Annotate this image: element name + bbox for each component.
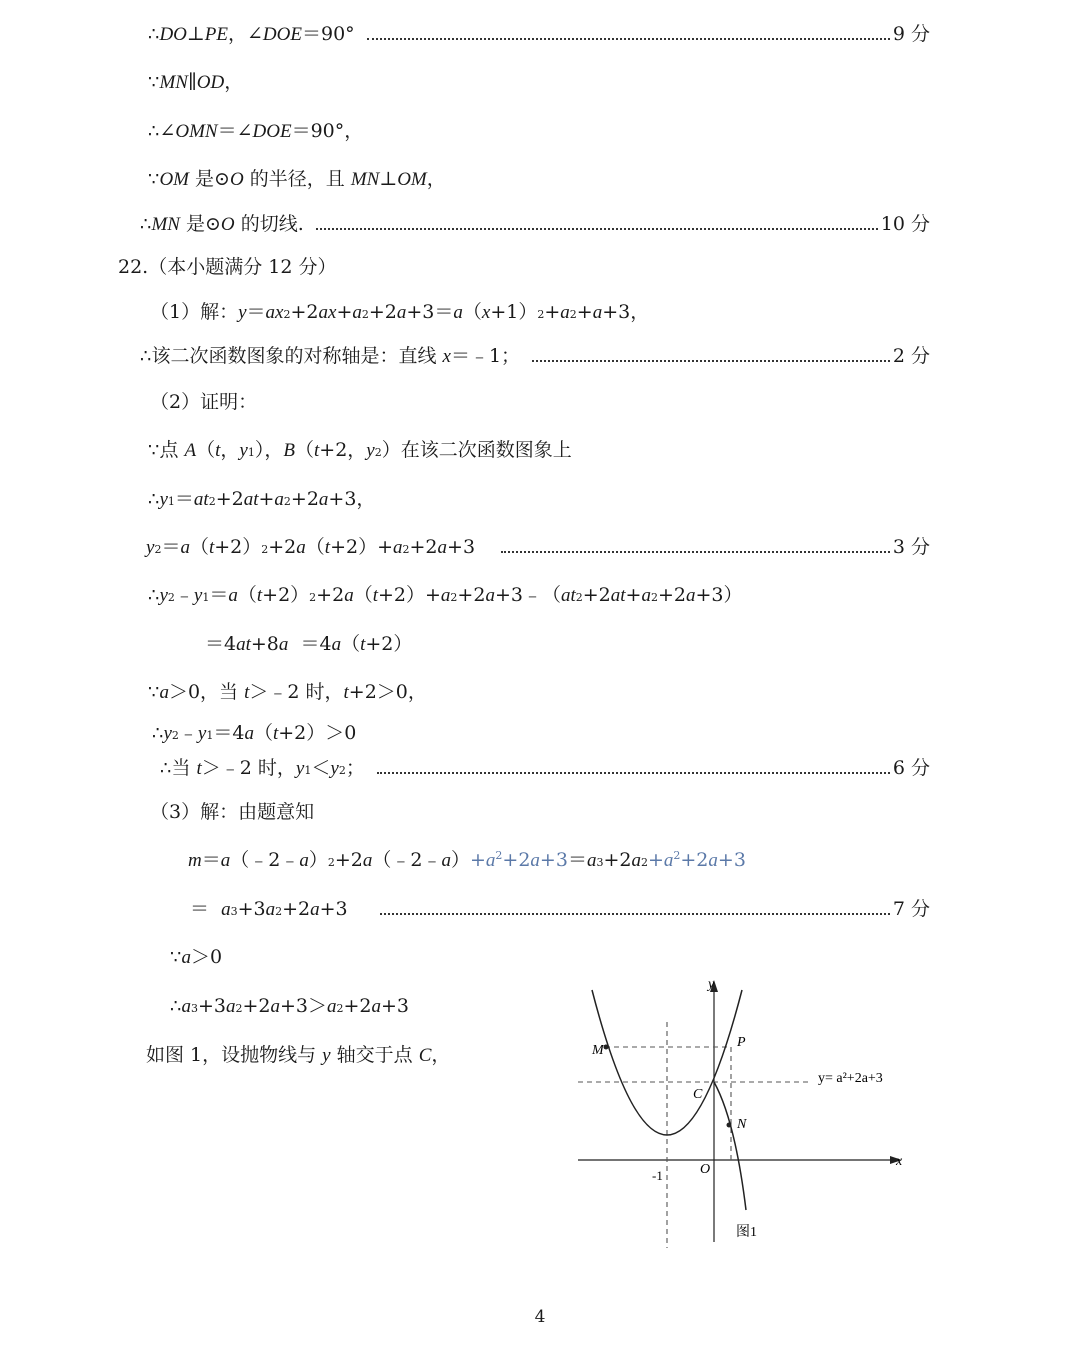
dot-leader [316, 228, 878, 230]
line-2: ∵ MN ∥ OD ， [148, 71, 244, 93]
line-19: m ＝ a （﹣2﹣ a ） 2 +2 a （﹣2﹣ a ） $+a^2+2a+3$ ＝ a 3 +2 a 2 $+a^2+2a+3$ [188, 849, 746, 871]
question-heading: 22.（本小题满分 12 分） [118, 256, 337, 278]
line-equation-label: y= a²+2a+3 [818, 1071, 883, 1086]
score: 10 分 [880, 213, 930, 235]
line-21: ∵ a ＞0 [170, 946, 223, 968]
line-11: ∴ y 1 ＝ at 2 +2 at + a 2 +2 a +3， [148, 488, 376, 510]
dot-leader [380, 913, 890, 915]
line-16: ∴ y 2 ﹣ y 1 ＝4 a （ t +2）＞0 [152, 722, 357, 744]
score: 7 分 [892, 898, 930, 920]
score: 2 分 [892, 345, 930, 367]
point-c-label: C [693, 1087, 703, 1102]
line-8: ∴ 该二次函数图象的对称轴是：直线 x ＝﹣1； 2 分 [140, 345, 930, 367]
line-15: ∵ a ＞0，当 t ＞﹣2 时， t +2＞0， [148, 681, 427, 703]
line-3: ∴ ∠ OMN ＝∠ DOE ＝90°， [148, 120, 364, 142]
line-4: ∵ OM 是⊙ O 的半径，且 MN ⊥ OM ， [148, 168, 446, 190]
line-18: （3）解：由题意知 [150, 801, 315, 823]
point-n [727, 1123, 732, 1128]
second-curve [714, 1082, 746, 1210]
line-20: ＝ a 3 +3 a 2 +2 a +3 7 分 [190, 898, 930, 920]
line-1: ∴ DO ⊥ PE ，∠ DOE ＝90° 9 分 [148, 23, 930, 45]
point-m-label: M [592, 1043, 604, 1058]
point-p-label: P [737, 1035, 746, 1050]
line-5: ∴ MN 是⊙ O 的切线. 10 分 [140, 213, 930, 235]
page-number: 4 [534, 1307, 546, 1327]
line-9: （2）证明： [150, 391, 258, 413]
line-7: （1）解： y ＝ ax 2 +2 ax + a 2 +2 a +3＝ a （ x +1） 2 + a 2 + a +3， [150, 301, 650, 323]
line-12: y 2 ＝ a （ t +2） 2 +2 a （ t +2）+ a 2 +2 a +3 3 分 [146, 536, 930, 558]
score: 9 分 [892, 23, 930, 45]
line-13: ∴ y 2 ﹣ y 1 ＝ a （ t +2） 2 +2 a （ t +2）+ a 2 +2 a +3﹣（ at 2 +2 at + a 2 +2 a +3） [148, 584, 743, 606]
figure-1-parabola-graph [560, 970, 920, 1255]
score: 3 分 [892, 536, 930, 558]
dot-leader [501, 551, 890, 553]
figure-caption: 图1 [736, 1225, 757, 1240]
line-17: ∴ 当 t ＞﹣2 时， y 1 ＜ y 2 ； 6 分 [160, 757, 930, 779]
dot-leader [532, 360, 890, 362]
point-n-label: N [737, 1117, 747, 1132]
line-14: ＝4 at +8 a ＝4 a （ t +2） [205, 633, 413, 655]
line-23: 如图 1，设抛物线与 y 轴交于点 C ， [146, 1044, 451, 1066]
line-22: ∴ a 3 +3 a 2 +2 a +3＞ a 2 +2 a +3 [170, 995, 410, 1017]
origin-label: O [700, 1162, 711, 1177]
dot-leader [377, 772, 890, 774]
score: 6 分 [892, 757, 930, 779]
tick-neg1-label: -1 [652, 1168, 663, 1183]
dot-leader [367, 38, 890, 40]
point-m [604, 1045, 609, 1050]
x-axis-label: x [896, 1154, 903, 1169]
line-10: ∵ 点 A （ t ， y 1 ）， B （ t +2， y 2 ）在该二次函数图象上 [148, 439, 572, 461]
y-axis-label: y [708, 977, 715, 992]
